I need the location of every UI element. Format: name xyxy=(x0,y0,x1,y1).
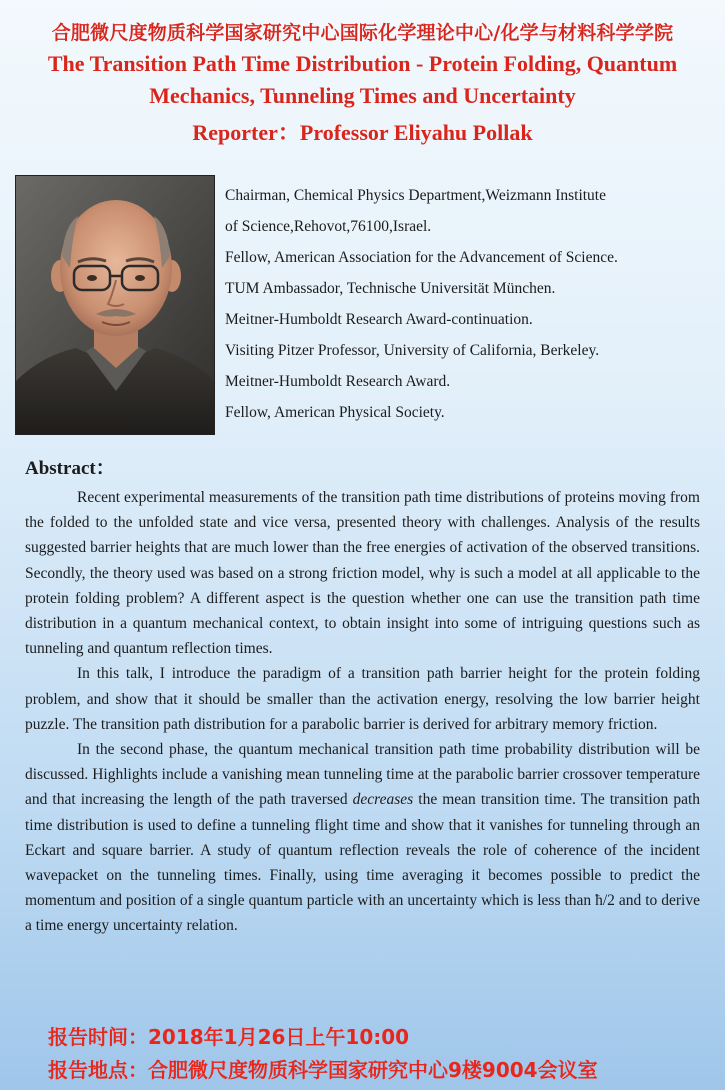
abstract-paragraph-2: In this talk, I introduce the paradigm of a transition path barrier height for the protein folding problem, and show that it should be smaller than the activation energy, resolving the low barrier height puzzle. The transition path distribution for a parabolic barrier is derived for arbitrary memory friction. xyxy=(25,665,700,733)
talk-title xyxy=(0,48,725,112)
speaker-photo xyxy=(15,175,215,435)
event-info xyxy=(48,1021,598,1087)
abstract-body xyxy=(25,485,700,939)
bio-line: TUM Ambassador, Technische Universität München. xyxy=(225,280,556,297)
bio-line: Chairman, Chemical Physics Department,Weizmann Institute xyxy=(225,187,606,204)
abstract-p3-italic: decreases xyxy=(352,791,414,809)
talk-title-line-1: The Transition Path Time Distribution - Protein Folding, Quantum xyxy=(47,51,678,76)
speaker-bio xyxy=(225,180,720,428)
speaker-portrait-image xyxy=(16,176,214,434)
poster-header xyxy=(0,20,725,148)
reporter-name: Reporter：Professor Eliyahu Pollak xyxy=(192,120,533,145)
bio-line: Meitner-Humboldt Research Award-continuation. xyxy=(225,311,533,328)
abstract-paragraph-1: Recent experimental measurements of the transition path time distributions of proteins moving from the folded to the unfolded state and vice versa, presented theory with challenges. Analysis of the results suggested barrier heights that are much lower than the free energies of activation of the observed transitions. Secondly, the theory used was based on a strong friction model, why is such a model at all applicable to the protein folding problem? A different aspect is the question whether one can use the transition path time distribution in a quantum mechanical context, to obtain insight into some of intriguing questions such as tunneling and quantum reflection times. xyxy=(25,489,700,658)
abstract-p3-after: the mean transition time. The transition path time distribution is used to define a tunneling flight time and show that it vanishes for tunneling through an Eckart and square barrier. A study of quantum reflection reveals the role of coherence of the incident wavepacket on the tunneling times. Finally, using time averaging it becomes possible to predict the momentum and position of a single quantum particle with an uncertainty which is less than ħ/2 and to derive a time energy uncertainty relation. xyxy=(25,791,701,935)
bio-line: Fellow, American Physical Society. xyxy=(225,404,445,421)
event-place: 报告地点：合肥微尺度物质科学国家研究中心9楼9004会议室 xyxy=(48,1058,598,1082)
bio-line: of Science,Rehovot,76100,Israel. xyxy=(225,218,432,235)
talk-title-line-2: Mechanics, Tunneling Times and Uncertainty xyxy=(149,83,576,108)
bio-line: Meitner-Humboldt Research Award. xyxy=(225,373,451,390)
abstract-p3-before: In the second phase, the quantum mechanical transition path time probability distribution will be discussed. Highlights include a vanishing mean tunneling time at the parabolic barrier crossover temperature and that increasing the length of the path traversed xyxy=(25,741,700,809)
event-time: 报告时间：2018年1月26日上午10:00 xyxy=(48,1025,410,1049)
bio-line: Visiting Pitzer Professor, University of California, Berkeley. xyxy=(225,342,600,359)
institution-name: 合肥微尺度物质科学国家研究中心国际化学理论中心/化学与材料科学学院 xyxy=(51,22,674,44)
abstract-heading: Abstract： xyxy=(25,458,115,479)
abstract-paragraph-3 xyxy=(25,737,700,939)
bio-line: Fellow, American Association for the Advancement of Science. xyxy=(225,249,618,266)
